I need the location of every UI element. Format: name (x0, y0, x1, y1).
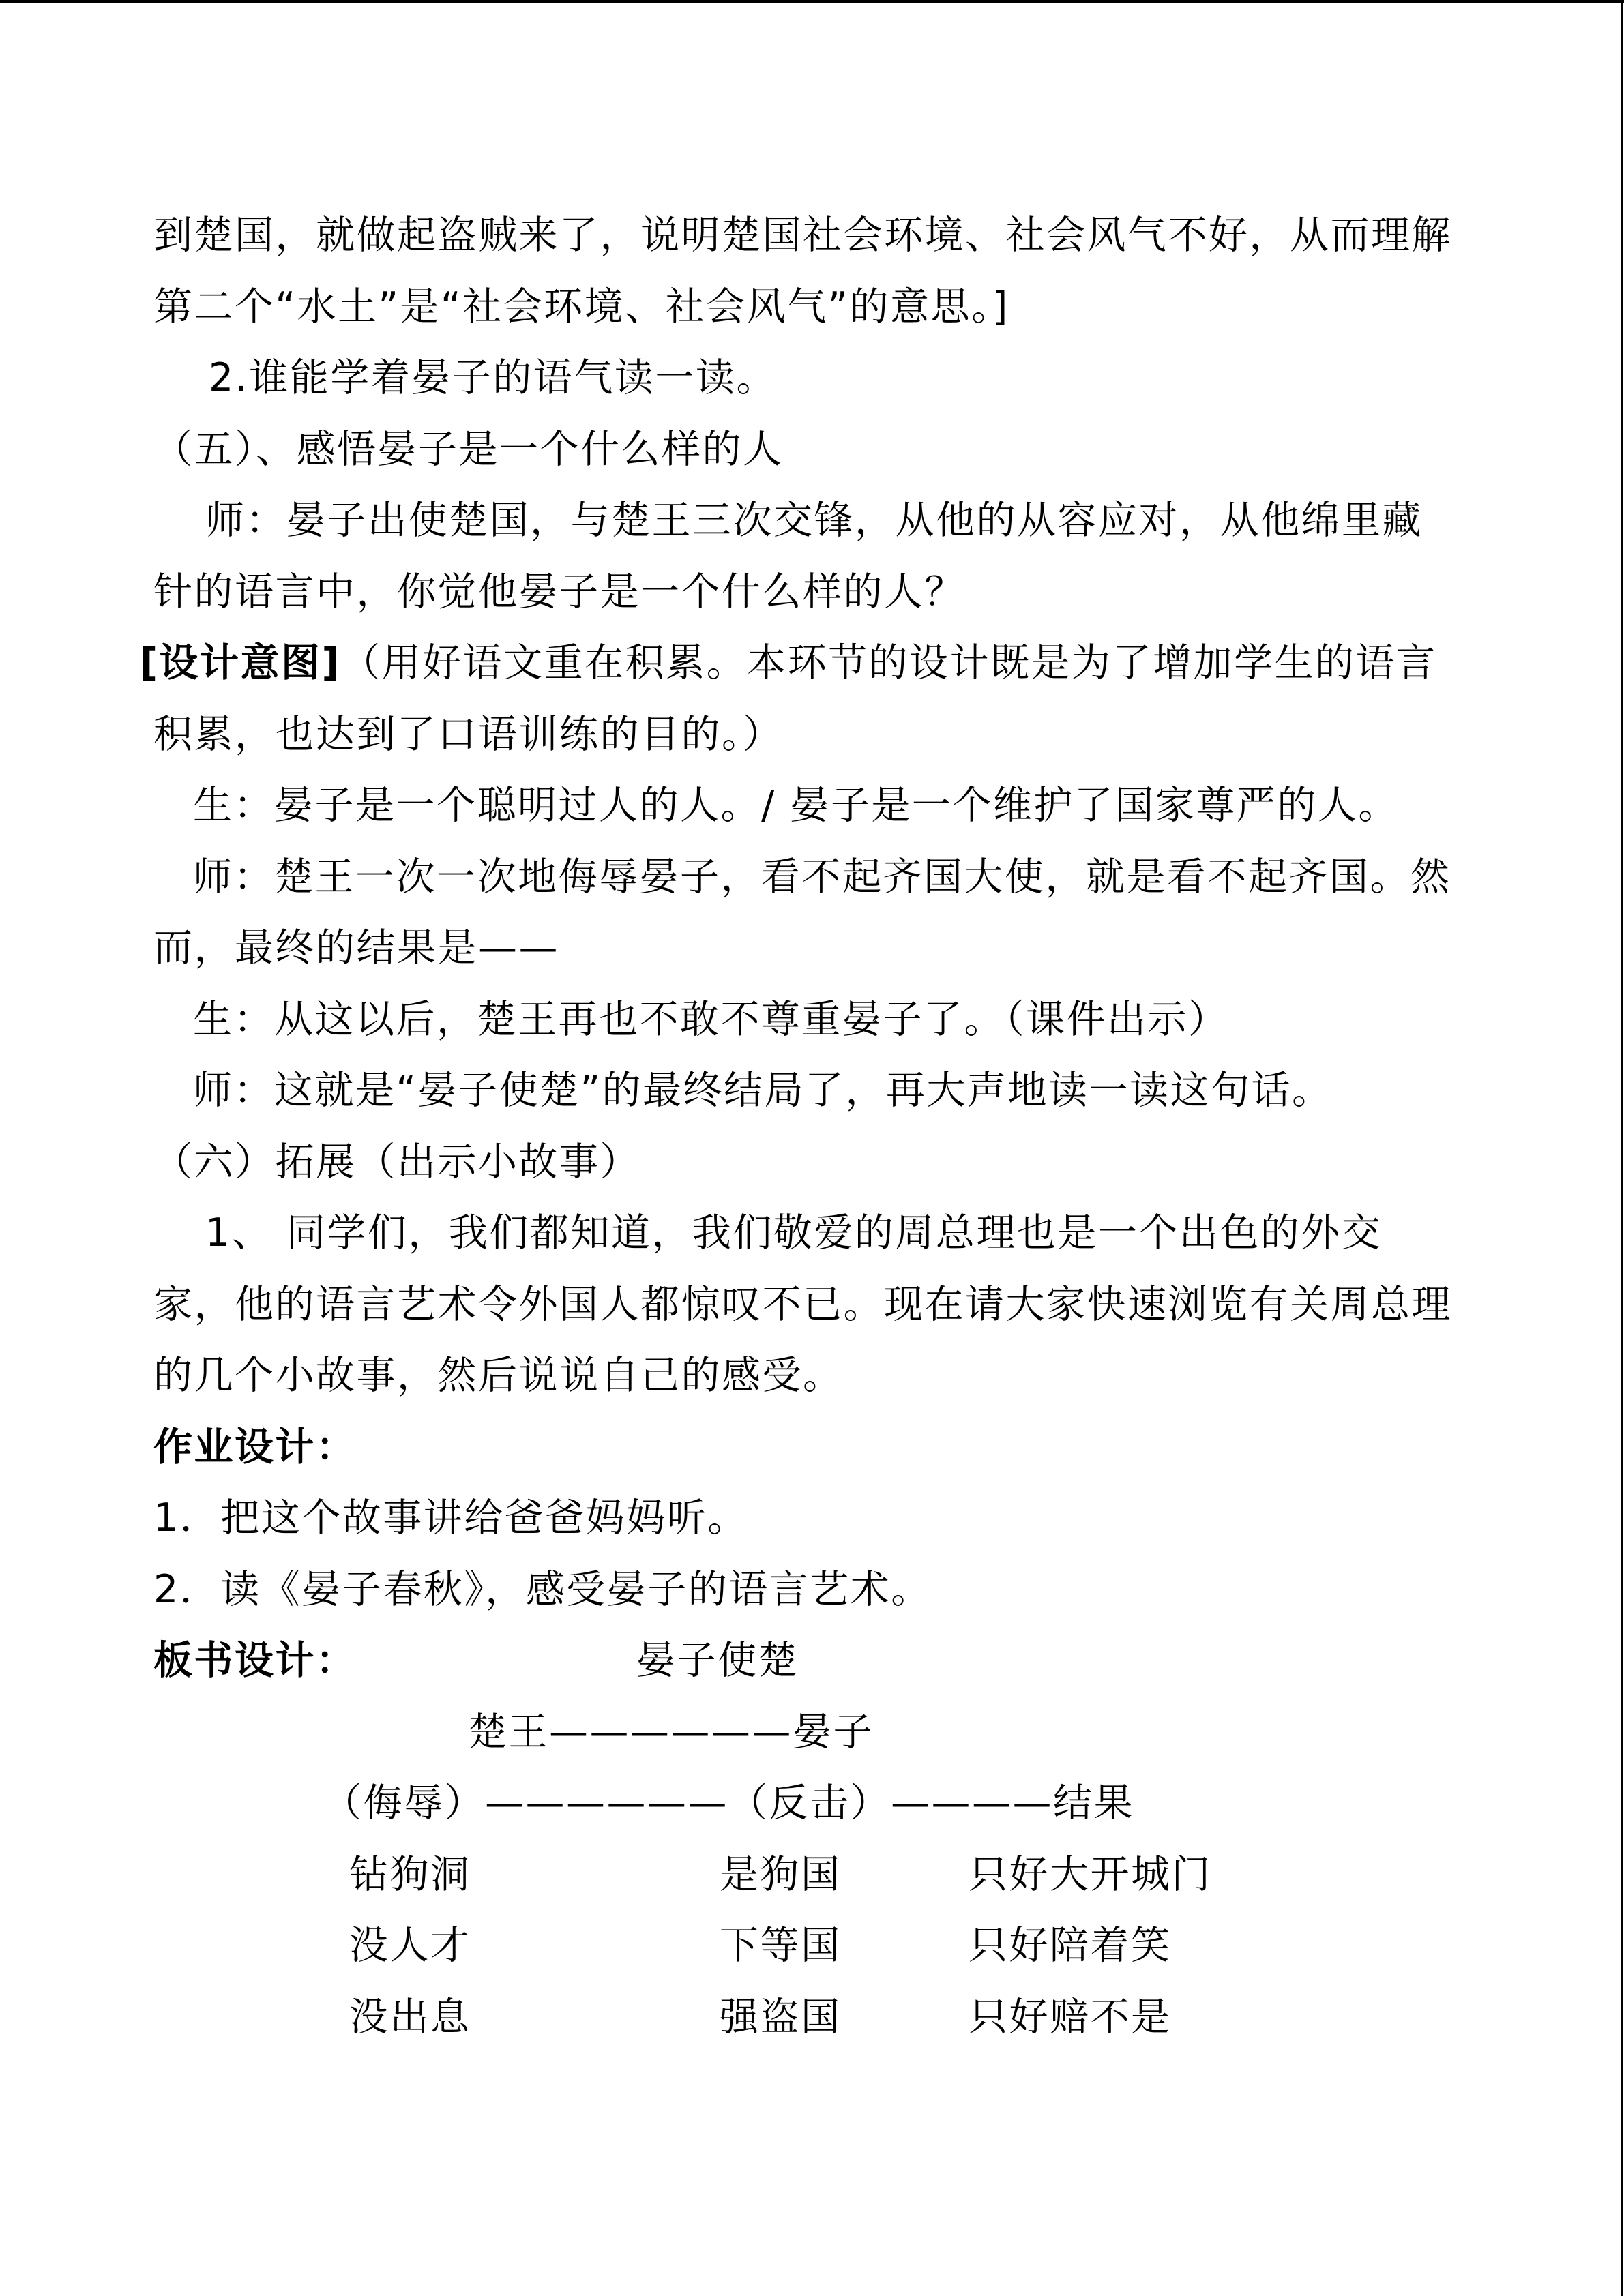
paragraph-line-2: 第二个“水土”是“社会环境、社会风气”的意思。] (153, 284, 1009, 329)
board-row-insult: 没出息 (349, 1995, 471, 2040)
design-intent-text: （用好语文重在积累。本环节的设计既是为了增加学生的语言 (341, 640, 1437, 685)
teacher-line-3: 师：这就是“晏子使楚”的最终结局了，再大声地读一读这句话。 (193, 1068, 1333, 1113)
board-design-heading: 板书设计： (153, 1638, 357, 1683)
board-row-counter: 强盗国 (720, 1995, 842, 2040)
board-vs-line: 楚王——————晏子 (468, 1710, 874, 1755)
extension-line: 1、 同学们，我们都知道，我们敬爱的周总理也是一个出色的外交 (205, 1210, 1383, 1255)
extension-wrap-2: 的几个小故事，然后说说自己的感受。 (153, 1353, 844, 1398)
extension-wrap-1: 家，他的语言艺术令外国人都惊叹不已。现在请大家快速浏览有关周总理 (153, 1282, 1452, 1327)
step-2-read-line: 2.谁能学着晏子的语气读一读。 (209, 355, 777, 400)
student-line-1: 生：晏子是一个聪明过人的人。/ 晏子是一个维护了国家尊严的人。 (193, 783, 1399, 828)
paragraph-line-1: 到楚国，就做起盗贼来了，说明楚国社会环境、社会风气不好，从而理解 (153, 213, 1452, 258)
teacher-line-2: 师：楚王一次一次地侮辱晏子，看不起齐国大使，就是看不起齐国。然 (193, 854, 1451, 899)
design-intent-line (140, 627, 1437, 698)
design-intent-wrap: 积累，也达到了口语训练的目的。） (153, 712, 784, 757)
page-right-border (1621, 0, 1623, 2296)
board-row-insult: 钻狗洞 (349, 1852, 471, 1897)
board-row-counter: 是狗国 (720, 1852, 842, 1897)
board-row-counter: 下等国 (720, 1923, 842, 1968)
page-top-border (0, 0, 1624, 3)
teacher-line-2-wrap: 而，最终的结果是—— (153, 925, 559, 970)
homework-item-1: 1．把这个故事讲给爸爸妈妈听。 (153, 1495, 748, 1540)
board-title: 晏子使楚 (636, 1638, 799, 1683)
teacher-line-1-wrap: 针的语言中，你觉他晏子是一个什么样的人？ (153, 569, 965, 614)
homework-item-2: 2．读《晏子春秋》，感受晏子的语言艺术。 (153, 1567, 932, 1612)
section-5-heading: （五）、感悟晏子是一个什么样的人 (153, 427, 784, 472)
board-row-result: 只好赔不是 (969, 1995, 1172, 2040)
board-row-insult: 没人才 (349, 1923, 471, 1968)
design-intent-label: [设计意图] (140, 640, 342, 685)
student-line-2: 生：从这以后，楚王再也不敢不尊重晏子了。（课件出示） (193, 997, 1229, 1042)
section-6-heading: （六）拓展（出示小故事） (153, 1139, 640, 1184)
board-legend-line: （侮辱）——————（反击）————结果 (323, 1780, 1134, 1825)
board-row-result: 只好大开城门 (969, 1852, 1212, 1897)
board-row-result: 只好陪着笑 (969, 1923, 1172, 1968)
homework-heading: 作业设计： (153, 1425, 357, 1470)
teacher-line-1: 师：晏子出使楚国，与楚王三次交锋，从他的从容应对，从他绵里藏 (205, 498, 1423, 543)
